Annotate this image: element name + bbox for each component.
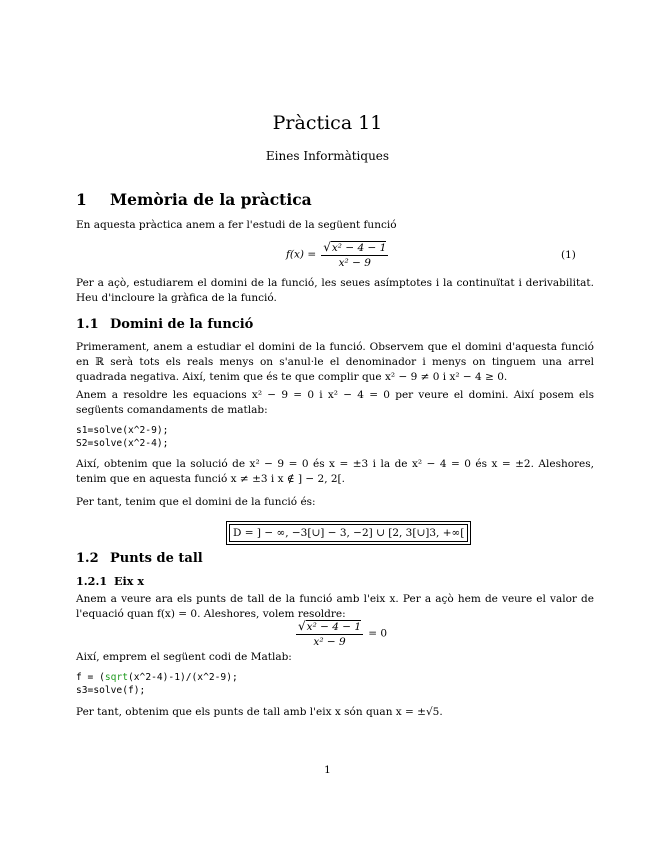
page-number: 1 — [324, 764, 331, 776]
paragraph: Així, obtenim que la solució de x² − 9 = 0 és x = ±3 i la de x² − 4 = 0 és x = ±2. Aleshores, tenim que en aquesta funció x ≠ ±3 i x ∉ ] − 2, 2[. — [76, 458, 594, 485]
equation-fraction — [296, 619, 363, 648]
section-paragraph: Per a açò, estudiarem el domini de la funció, les seues asímptotes i la continuïtat i derivabilitat. Heu d'incloure la gràfica de la funció. — [76, 277, 594, 304]
paragraph: Primerament, anem a estudiar el domini de la funció. Observem que el domini d'aquesta funció en ℝ serà tots els reals menys on s'anul·le el denominador i menys on tinguem una arrel quadrada negativa. Així, tenim que és te que complir que x² − 9 ≠ 0 i x² − 4 ≥ 0. — [76, 341, 594, 383]
subsection-heading — [76, 317, 253, 332]
equation-rhs: = 0 — [368, 627, 388, 640]
equation-numerator: √x² − 4 − 1 — [323, 240, 387, 254]
code-line: f = (sqrt(x^2-4)-1)/(x^2-9); — [76, 672, 238, 683]
equation-label: (1) — [561, 249, 576, 261]
paragraph: Així, emprem el següent codi de Matlab: — [76, 651, 292, 663]
section-intro: En aquesta pràctica anem a fer l'estudi de la següent funció — [76, 219, 397, 231]
domain-formula: D = ] − ∞, −3[∪] − 3, −2] ∪ [2, 3[∪]3, +∞[ — [229, 524, 468, 542]
code-keyword: sqrt — [104, 672, 128, 683]
equation-denominator: x² − 9 — [313, 636, 346, 648]
equation-fraction — [321, 240, 388, 269]
subsection-number: 1.2 — [76, 551, 99, 566]
equation-denominator: x² − 9 — [338, 257, 371, 269]
section-number: 1 — [76, 190, 87, 209]
paragraph: Anem a resoldre les equacions x² − 9 = 0 i x² − 4 = 0 per veure el domini. Així posem els següents comandaments de matlab: — [76, 389, 594, 416]
paragraph: Anem a veure ara els punts de tall de la funció amb l'eix x. Per a açò hem de veure el valor de l'equació quan f(x) = 0. Aleshores, volem resoldre: — [76, 593, 594, 620]
subsection-heading — [76, 551, 203, 566]
paragraph: Per tant, tenim que el domini de la funció és: — [76, 496, 316, 508]
section-heading — [76, 190, 312, 209]
section-title: Memòria de la pràctica — [110, 190, 312, 209]
code-line: s1=solve(x^2-9); — [76, 425, 169, 436]
equation-2 — [296, 619, 387, 648]
domain-box — [229, 521, 468, 540]
subsubsection-title: Eix x — [114, 574, 145, 588]
subsubsection-number: 1.2.1 — [76, 574, 108, 588]
equation-numerator: √x² − 4 − 1 — [298, 619, 362, 633]
subsection-title: Domini de la funció — [110, 317, 254, 332]
document-title: Pràctica 11 — [272, 112, 383, 134]
equation-lhs: f(x) = — [286, 248, 317, 261]
subsubsection-heading — [76, 574, 144, 588]
subsection-title: Punts de tall — [110, 551, 203, 566]
code-line: S2=solve(x^2-4); — [76, 438, 169, 449]
paragraph: Per tant, obtenim que els punts de tall amb l'eix x són quan x = ±√5. — [76, 706, 443, 718]
code-line: s3=solve(f); — [76, 685, 146, 696]
equation-1 — [286, 240, 388, 269]
document-subtitle: Eines Informàtiques — [265, 149, 390, 163]
subsection-number: 1.1 — [76, 317, 99, 332]
